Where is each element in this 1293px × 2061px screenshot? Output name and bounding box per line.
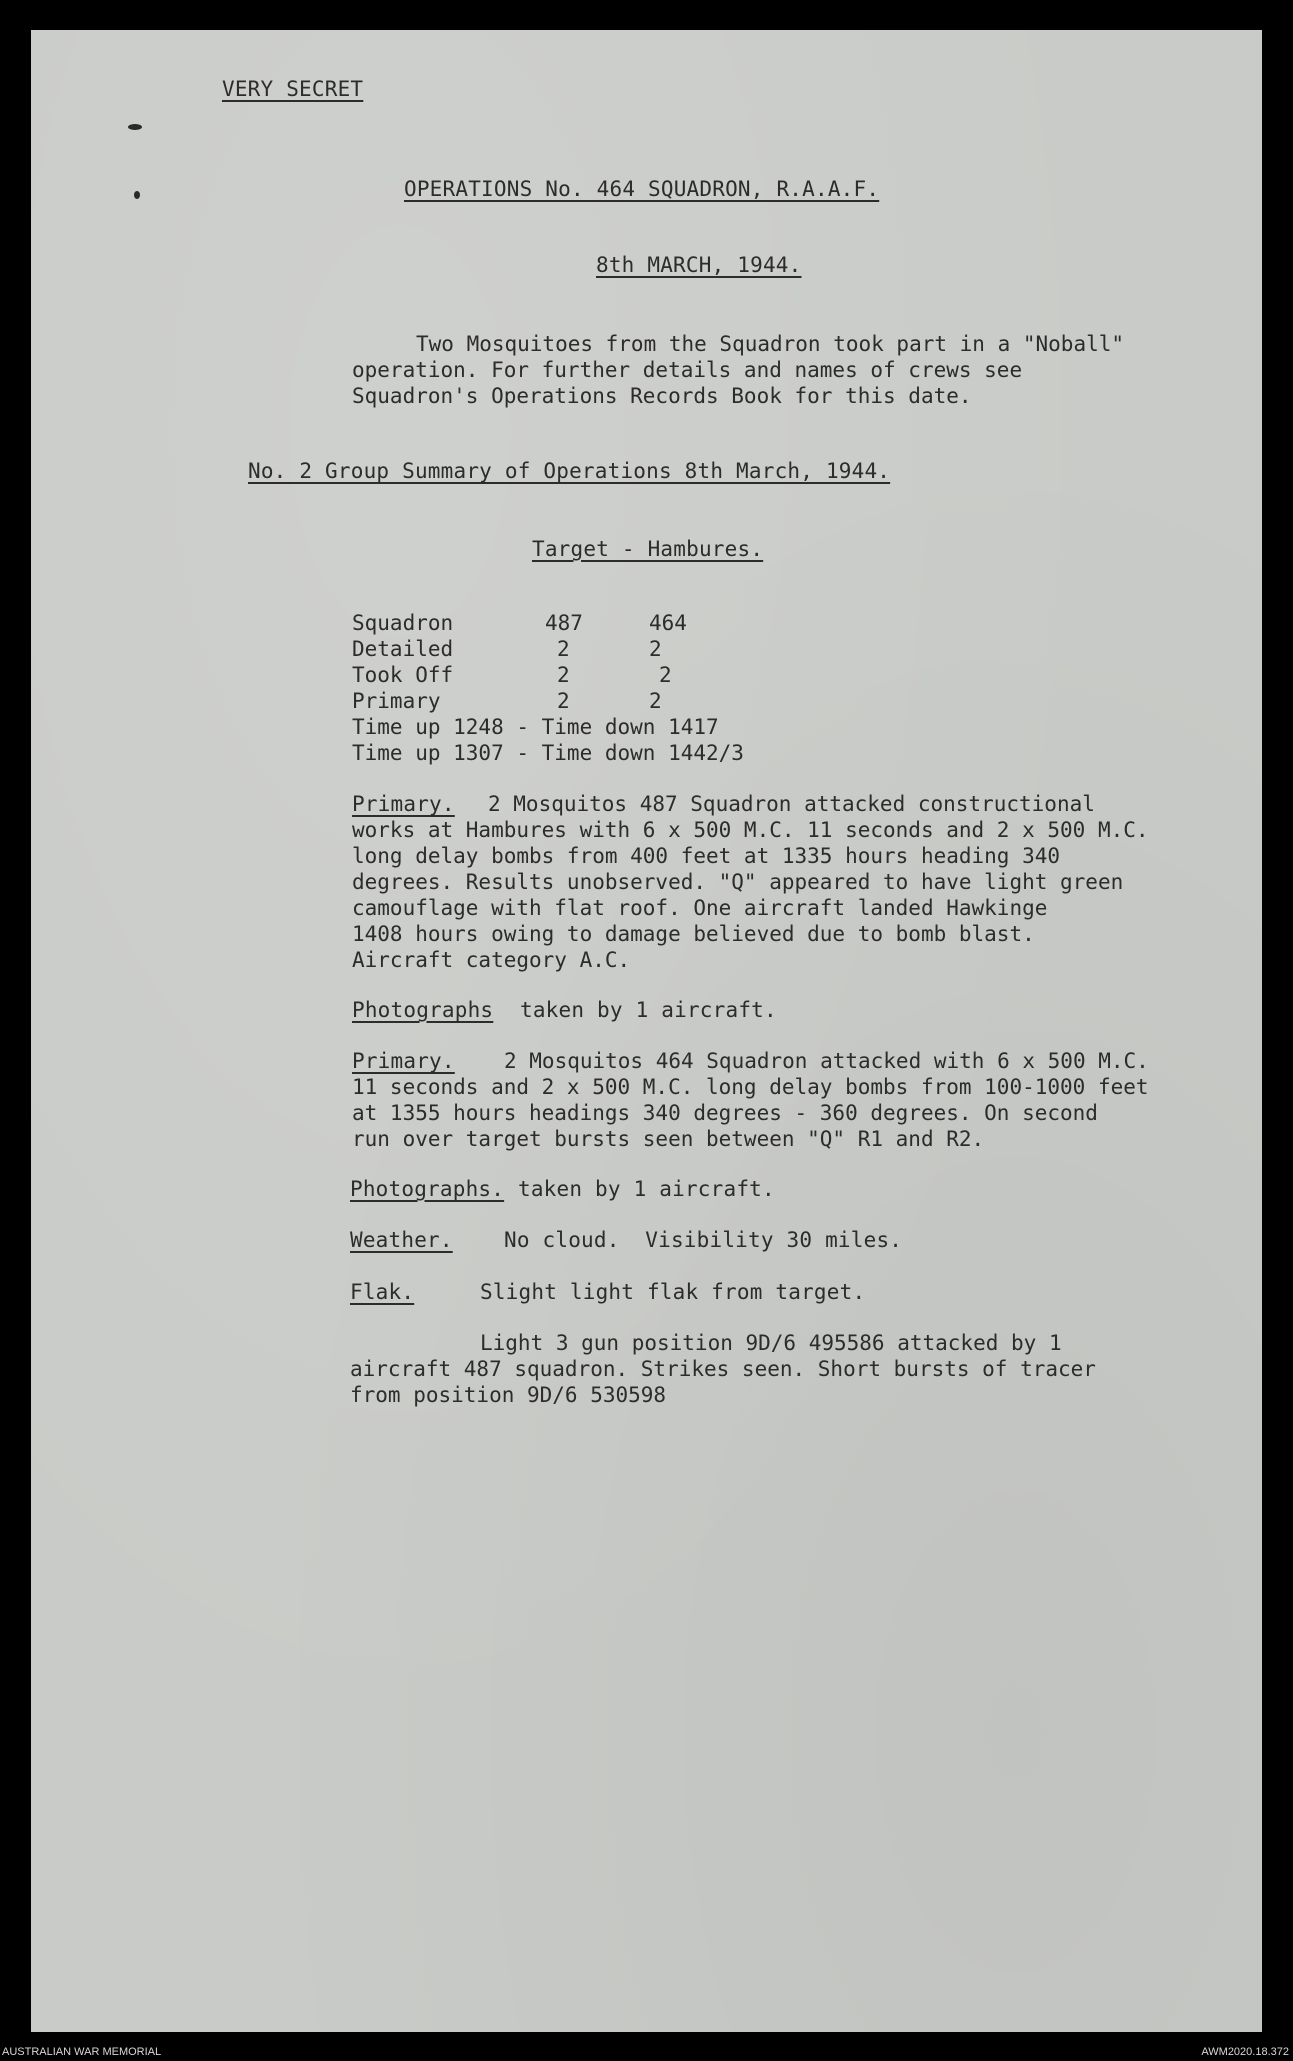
cell-464: 2	[649, 637, 662, 661]
row-label: Took Off	[352, 663, 454, 687]
document-date: 8th MARCH, 1944.	[596, 253, 802, 277]
target-heading: Target - Hambures.	[532, 537, 764, 561]
footer-accession: AWM2020.18.372	[1201, 2046, 1289, 2058]
section-text: 2 Mosquitos 487 Squadron attacked constructional works at Hambures with 6 x 500 M.C. 11 seconds and 2 x 500 M.C. long delay bombs from 400 feet at 1335 hours heading 340 degrees. Results unobserved. "Q" appeared to have light green camouflage with flat roof. One aircraft landed Hawkinge 1408 hours owing to damage believed due to bomb blast. Aircraft category A.C.	[352, 792, 1149, 972]
classification-label: VERY SECRET	[222, 77, 364, 101]
table-row	[352, 610, 744, 636]
row-label: Primary	[352, 689, 441, 713]
section-text: No cloud. Visibility 30 miles.	[504, 1228, 903, 1252]
section-label: Primary.	[352, 792, 455, 816]
cell-464: 2	[659, 663, 672, 687]
stain-mark	[134, 191, 140, 199]
section-text: 2 Mosquitos 464 Squadron attacked with 6 x 500 M.C. 11 seconds and 2 x 500 M.C. long delay bombs from 100-1000 feet at 1355 hours headings 340 degrees - 360 degrees. On second run over target bursts seen between "Q" R1 and R2.	[352, 1049, 1149, 1151]
section-text: taken by 1 aircraft.	[518, 1177, 775, 1201]
section-label: Photographs.	[350, 1177, 505, 1201]
document-heading: OPERATIONS No. 464 SQUADRON, R.A.A.F.	[404, 177, 880, 201]
row-label: Detailed	[352, 637, 454, 661]
cell-487: 487	[545, 611, 583, 635]
stain-mark	[128, 124, 142, 130]
row-label: Squadron	[352, 611, 454, 635]
section-label: Primary.	[352, 1049, 455, 1073]
time-line: Time up 1248 - Time down 1417	[352, 715, 719, 739]
intro-paragraph: Two Mosquitoes from the Squadron took part in a "Noball" operation. For further details and names of crews see Squadron's Operations Records Book for this date.	[352, 332, 1125, 408]
table-row	[352, 636, 744, 662]
section-label: Photographs	[352, 998, 494, 1022]
cell-487: 2	[557, 637, 570, 661]
section-text: taken by 1 aircraft.	[520, 998, 777, 1022]
time-line: Time up 1307 - Time down 1442/3	[352, 741, 744, 765]
summary-heading: No. 2 Group Summary of Operations 8th March, 1944.	[248, 459, 891, 483]
cell-464: 2	[649, 689, 662, 713]
footer-credit: AUSTRALIAN WAR MEMORIAL	[2, 2046, 162, 2058]
closing-paragraph: Light 3 gun position 9D/6 495586 attacked by 1 aircraft 487 squadron. Strikes seen. Short bursts of tracer from position 9D/6 530598	[350, 1331, 1096, 1407]
squadron-table	[352, 610, 744, 766]
cell-487: 2	[557, 689, 570, 713]
cell-487: 2	[557, 663, 570, 687]
section-text: Slight light flak from target.	[480, 1280, 866, 1304]
section-label: Flak.	[350, 1280, 415, 1304]
table-row	[352, 662, 744, 688]
table-row	[352, 688, 744, 714]
section-label: Weather.	[350, 1228, 453, 1252]
cell-464: 464	[649, 611, 687, 635]
